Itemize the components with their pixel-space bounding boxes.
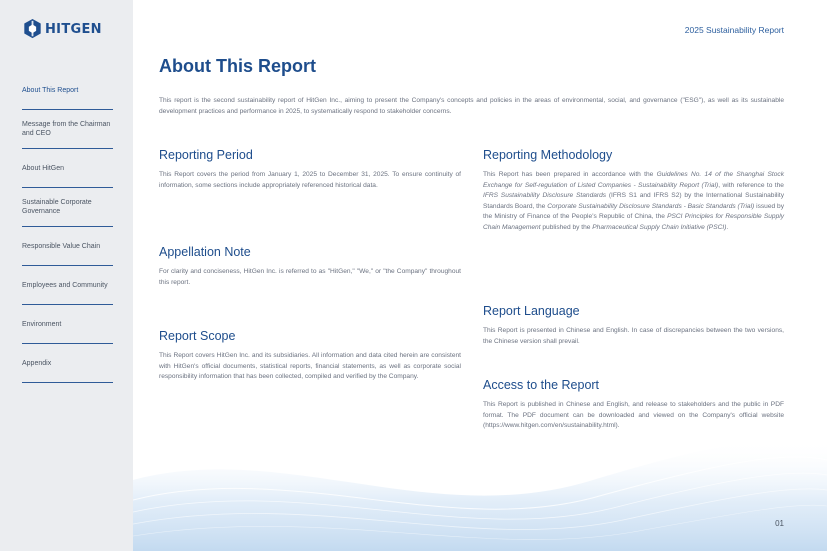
section-body: This Report is presented in Chinese and English. In case of discrepancies between the two versions, the Chinese version shall prevail.: [483, 327, 784, 345]
sidebar-item-value-chain[interactable]: [22, 227, 113, 266]
guideline-title: Pharmaceutical Supply Chain Initiative (PSCI): [592, 223, 727, 231]
section-body: This Report covers the period from January 1, 2025 to December 31, 2025. To ensure continuity of information, some sections include appropriately referenced historical data.: [159, 171, 461, 189]
section-heading: Reporting Methodology: [483, 148, 613, 162]
section-heading: Report Scope: [159, 329, 236, 343]
guideline-title: IFRS Sustainability Disclosure Standards: [483, 192, 607, 199]
sidebar-item-environment[interactable]: [22, 305, 113, 344]
sidebar-item-employees-community[interactable]: [22, 266, 113, 305]
section-heading: Access to the Report: [483, 378, 600, 392]
sidebar-item-label: About HitGen: [22, 164, 65, 172]
section-reporting-period: [159, 148, 461, 191]
sidebar-item-label: Responsible Value Chain: [22, 242, 101, 250]
page-title: About This Report: [159, 56, 316, 76]
section-appellation-note: [159, 245, 461, 288]
report-title-header: 2025 Sustainability Report: [684, 25, 784, 35]
section-heading: Report Language: [483, 304, 580, 318]
sidebar-item-label: Appendix: [22, 359, 52, 367]
sidebar-item-about-hitgen[interactable]: [22, 149, 113, 188]
section-report-scope: [159, 329, 461, 383]
brand-name: HITGEN: [45, 21, 102, 37]
sidebar-item-message-chairman[interactable]: [22, 110, 113, 149]
section-access-report: [483, 378, 784, 432]
section-report-language: [483, 304, 784, 347]
page-number: 01: [775, 519, 784, 528]
intro-paragraph: This report is the second sustainability report of HitGen Inc., aiming to present the Company's concepts and policies in the areas of environmental, social, and governance ("ESG"), as well as its sustainable development practices and performance in 2025, to systematically respond to stakeholder concerns.: [159, 97, 784, 115]
guideline-title: PSCI Principles for Responsible Supply Chain Management: [483, 213, 785, 231]
sidebar-item-label: Message from the Chairman and CEO: [22, 121, 111, 137]
sidebar-item-label: Sustainable Corporate Governance: [22, 199, 92, 215]
sidebar-item-label: About This Report: [22, 87, 79, 94]
hitgen-logo-icon: [23, 19, 42, 39]
sidebar-item-label: Employees and Community: [22, 281, 108, 289]
guideline-title: Corporate Sustainability Disclosure Standards - Basic Standards (Trial): [547, 202, 755, 210]
section-heading: Reporting Period: [159, 148, 253, 162]
section-body: This Report has been prepared in accordance with the Guidelines No. 14 of the Shanghai Stock Exchange for Self-regulation of Listed Companies - Sustainability Report (Trial), with reference to the IFRS Sustainability Disclosure Standards (IFRS S1 and IFRS S2) by the International Sustainability Standards Board, the Corporate Sustainability Disclosure Standards - Basic Standards (Trial) issued by the Ministry of Finance of the People's Republic of China, the PSCI Principles for Responsible Supply Chain Management published by the Pharmaceutical Supply Chain Initiative (PSCI).: [483, 171, 785, 231]
sidebar-nav: [22, 72, 113, 383]
brand-logo[interactable]: [23, 19, 102, 39]
sidebar-item-about-this-report[interactable]: [22, 72, 113, 110]
guideline-title: Guidelines No. 14 of the Shanghai Stock Exchange for Self-regulation of Listed Companies - Sustainability Report (Trial): [483, 171, 785, 189]
section-body: This Report covers HitGen Inc. and its subsidiaries. All information and data cited herein are consistent with HitGen's official documents, statistical reports, financial statements, as well as corporate social responsibility information that has been collected, compiled and verified by the Company.: [159, 352, 461, 380]
section-reporting-methodology: [483, 148, 784, 233]
section-body: This Report is published in Chinese and English, and release to stakeholders and the public in PDF format. The PDF document can be downloaded and viewed on the Company's official website (https://www.hitgen.com/en/sustainability.html).: [483, 401, 784, 429]
sidebar-item-corporate-governance[interactable]: [22, 188, 113, 227]
sidebar-item-label: Environment: [22, 320, 62, 328]
sidebar: [0, 0, 133, 551]
sidebar-item-appendix[interactable]: [22, 344, 113, 383]
section-heading: Appellation Note: [159, 245, 251, 259]
section-body: For clarity and conciseness, HitGen Inc. is referred to as "HitGen," "We," or "the Company" throughout this report.: [159, 268, 461, 286]
